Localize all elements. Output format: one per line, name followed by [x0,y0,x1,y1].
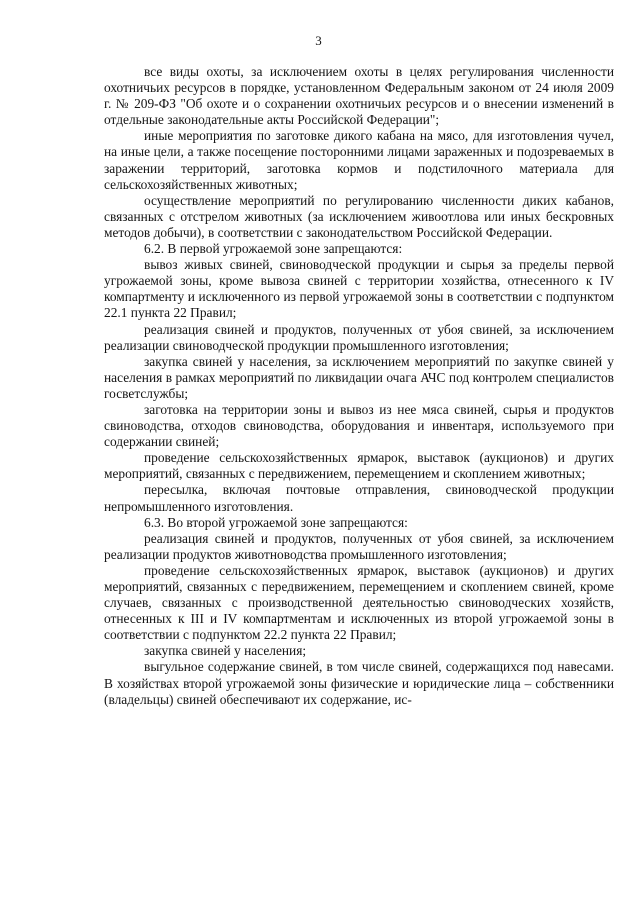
paragraph-postal-shipping: пересылка, включая почтовые отправления, свиноводческой продукции непромышленного изготовления. [104,482,614,514]
paragraph-meat-procurement: заготовка на территории зоны и вывоз из нее мяса свиней, сырья и продуктов свиноводства, отходов свиноводства, оборудования и инвентаря, используемого при содержании свиней; [104,401,614,450]
paragraph-live-pig-export: вывоз живых свиней, свиноводческой продукции и сырья за пределы первой угрожаемой зоны, кроме вывоза свиней с территории хозяйства, отнесенного к IV компартменту и исключенного из первой угрожаемой зоны в соответствии с подпунктом 22.1 пункта 22 Правил; [104,257,614,321]
paragraph-free-range-keeping: выгульное содержание свиней, в том числе свиней, содержащихся под навесами. В хозяйствах второй угрожаемой зоны физические и юридические лица – собственники (владельцы) свиней обеспечивают их содержание, ис- [104,659,614,707]
page-number: 3 [315,33,322,48]
paragraph-pig-sale-zone2: реализация свиней и продуктов, полученных от убоя свиней, за исключением реализации продуктов животноводства промышленного изготовления; [104,530,614,562]
paragraph-pig-sale-zone1: реализация свиней и продуктов, полученных от убоя свиней, за исключением реализации свиноводческой продукции промышленного изготовления; [104,321,614,353]
paragraph-wild-boar-harvest: иные мероприятия по заготовке дикого кабана на мясо, для изготовления чучел, на иные цели, а также посещение посторонними лицами зараженных и подозреваемых в заражении территорий, заготовка кормов и подстилочного материала для сельскохозяйственных животных; [104,128,614,192]
section-heading-6-3: 6.3. Во второй угрожаемой зоне запрещаются: [144,514,408,530]
paragraph-pig-purchase-zone2: закупка свиней у населения; [144,643,307,659]
paragraph-pig-purchase-zone1: закупка свиней у населения, за исключением мероприятий по закупке свиней у населения в рамках мероприятий по ликвидации очага АЧС под контролем специалистов госветслужбы; [104,353,614,401]
paragraph-fairs-zone1: проведение сельскохозяйственных ярмарок, выставок (аукционов) и других мероприятий, связанных с передвижением, перемещением и скоплением животных; [104,450,614,482]
document-body [104,64,614,708]
section-heading-6-2: 6.2. В первой угрожаемой зоне запрещаются: [144,241,403,257]
paragraph-wild-boar-regulation: осуществление мероприятий по регулированию численности диких кабанов, связанных с отстрелом животных (за исключением живоотлова или иных бескровных методов добычи), в соответствии с законодательством Российской Федерации. [104,192,614,240]
paragraph-fairs-zone2: проведение сельскохозяйственных ярмарок, выставок (аукционов) и других мероприятий, связанных с передвижением, перемещением и скоплением свиней, кроме случаев, связанных с производственной деятельностью свиноводческих хозяйств, отнесенных к III и IV компартментам и исключенных из второй угрожаемой зоны в соответствии с подпунктом 22.2 пункта 22 Правил; [104,562,614,643]
paragraph-hunting-ban: все виды охоты, за исключением охоты в целях регулирования численности охотничьих ресурсов в порядке, установленном Федеральным законом от 24 июля 2009 г. № 209-ФЗ "Об охоте и о сохранении охотничьих ресурсов и о внесении изменений в отдельные законодательные акты Российской Федерации"; [104,64,614,128]
